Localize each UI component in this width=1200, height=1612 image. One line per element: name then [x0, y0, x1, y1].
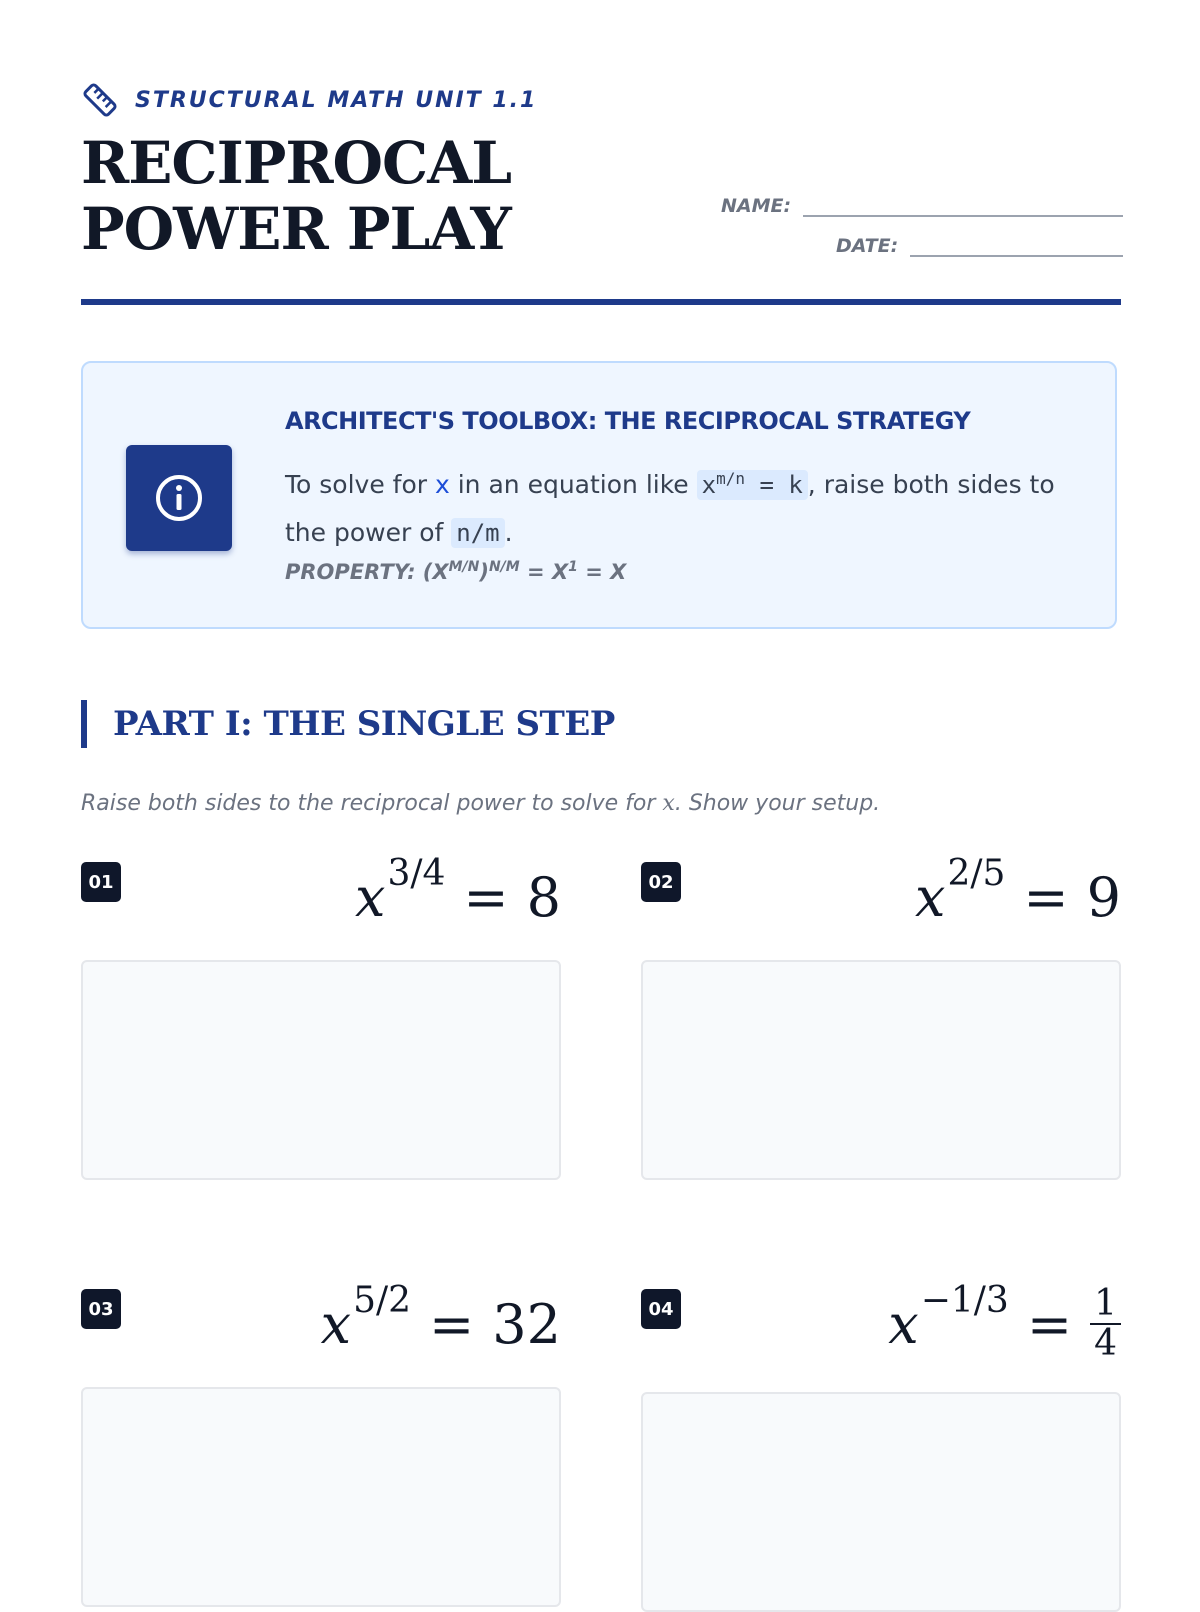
equation-exponent: 2/5 [947, 852, 1006, 894]
equation-exponent: 5/2 [353, 1279, 412, 1321]
equation-base: x [354, 865, 386, 929]
ruler-icon [81, 81, 119, 119]
info-icon [153, 472, 205, 524]
code-rhs: = k [745, 471, 803, 499]
equation-base: x [888, 1292, 919, 1356]
name-field[interactable] [721, 193, 1123, 217]
problem-number-badge: 01 [81, 862, 121, 902]
work-area[interactable] [81, 960, 561, 1180]
equation-code [697, 470, 808, 500]
problem-equation [320, 1279, 561, 1359]
toolbox-variable: x [434, 470, 450, 499]
equation-rhs: 32 [492, 1292, 561, 1356]
property-mid: ) [479, 560, 489, 584]
header-divider [81, 299, 1121, 305]
equation-exponent: −1/3 [920, 1279, 1009, 1321]
power-code: n/m [451, 518, 504, 548]
info-badge [126, 445, 232, 551]
property-line [285, 559, 626, 584]
toolbox-text-1: To solve for [285, 470, 435, 499]
name-label: NAME: [721, 195, 792, 217]
equation-fraction [1090, 1285, 1121, 1363]
equation-rhs: 9 [1086, 865, 1121, 929]
equation-equals: = [1023, 865, 1069, 929]
toolbox-text-4: . [504, 518, 513, 547]
toolbox-title: ARCHITECT'S TOOLBOX: THE RECIPROCAL STRATEGY [285, 407, 971, 435]
section-accent-bar [81, 700, 87, 748]
equation-equals: = [463, 865, 509, 929]
unit-row [81, 80, 537, 120]
date-label: DATE: [836, 235, 899, 257]
equation-rhs: 8 [526, 865, 561, 929]
problem-number-badge: 02 [641, 862, 681, 902]
problem-equation [888, 1279, 1121, 1364]
toolbox-text-3: , raise both sides to the power of [285, 470, 1055, 547]
instructions-text-2: . Show your setup. [674, 791, 881, 816]
section-instructions [81, 791, 880, 816]
instructions-variable: x [662, 791, 675, 816]
property-mid-2: = X [519, 560, 569, 584]
unit-label: STRUCTURAL MATH UNIT 1.1 [135, 87, 538, 113]
toolbox-text-2: in an equation like [449, 470, 697, 499]
page-title: RECIPROCAL POWER PLAY [81, 129, 511, 263]
problem-equation [354, 852, 561, 932]
problem-number-badge: 04 [641, 1289, 681, 1329]
toolbox-panel [81, 361, 1117, 629]
work-area[interactable] [81, 1387, 561, 1607]
work-area[interactable] [641, 1392, 1121, 1612]
fraction-denominator: 4 [1094, 1323, 1117, 1364]
property-prefix: PROPERTY: (X [285, 560, 449, 584]
equation-equals: = [1026, 1292, 1073, 1356]
instructions-text-1: Raise both sides to the reciprocal power to solve for [81, 791, 663, 816]
fraction-numerator: 1 [1090, 1285, 1121, 1325]
toolbox-body [285, 455, 1085, 557]
equation-base: x [914, 865, 946, 929]
work-area[interactable] [641, 960, 1121, 1180]
property-exp-2: N/M [488, 559, 520, 575]
property-exp-1: M/N [448, 559, 480, 575]
date-field[interactable] [836, 233, 1123, 257]
equation-base: x [320, 1292, 352, 1356]
property-suffix: = X [577, 560, 627, 584]
section-title: PART I: THE SINGLE STEP [113, 704, 615, 744]
equation-equals: = [429, 1292, 475, 1356]
problem-equation [914, 852, 1121, 932]
equation-exponent: 3/4 [387, 852, 446, 894]
problem-number-badge: 03 [81, 1289, 121, 1329]
name-line[interactable] [803, 193, 1123, 217]
code-base: x [701, 471, 717, 499]
property-exp-3: 1 [568, 559, 578, 575]
code-exponent: m/n [716, 469, 745, 488]
date-line[interactable] [910, 233, 1123, 257]
